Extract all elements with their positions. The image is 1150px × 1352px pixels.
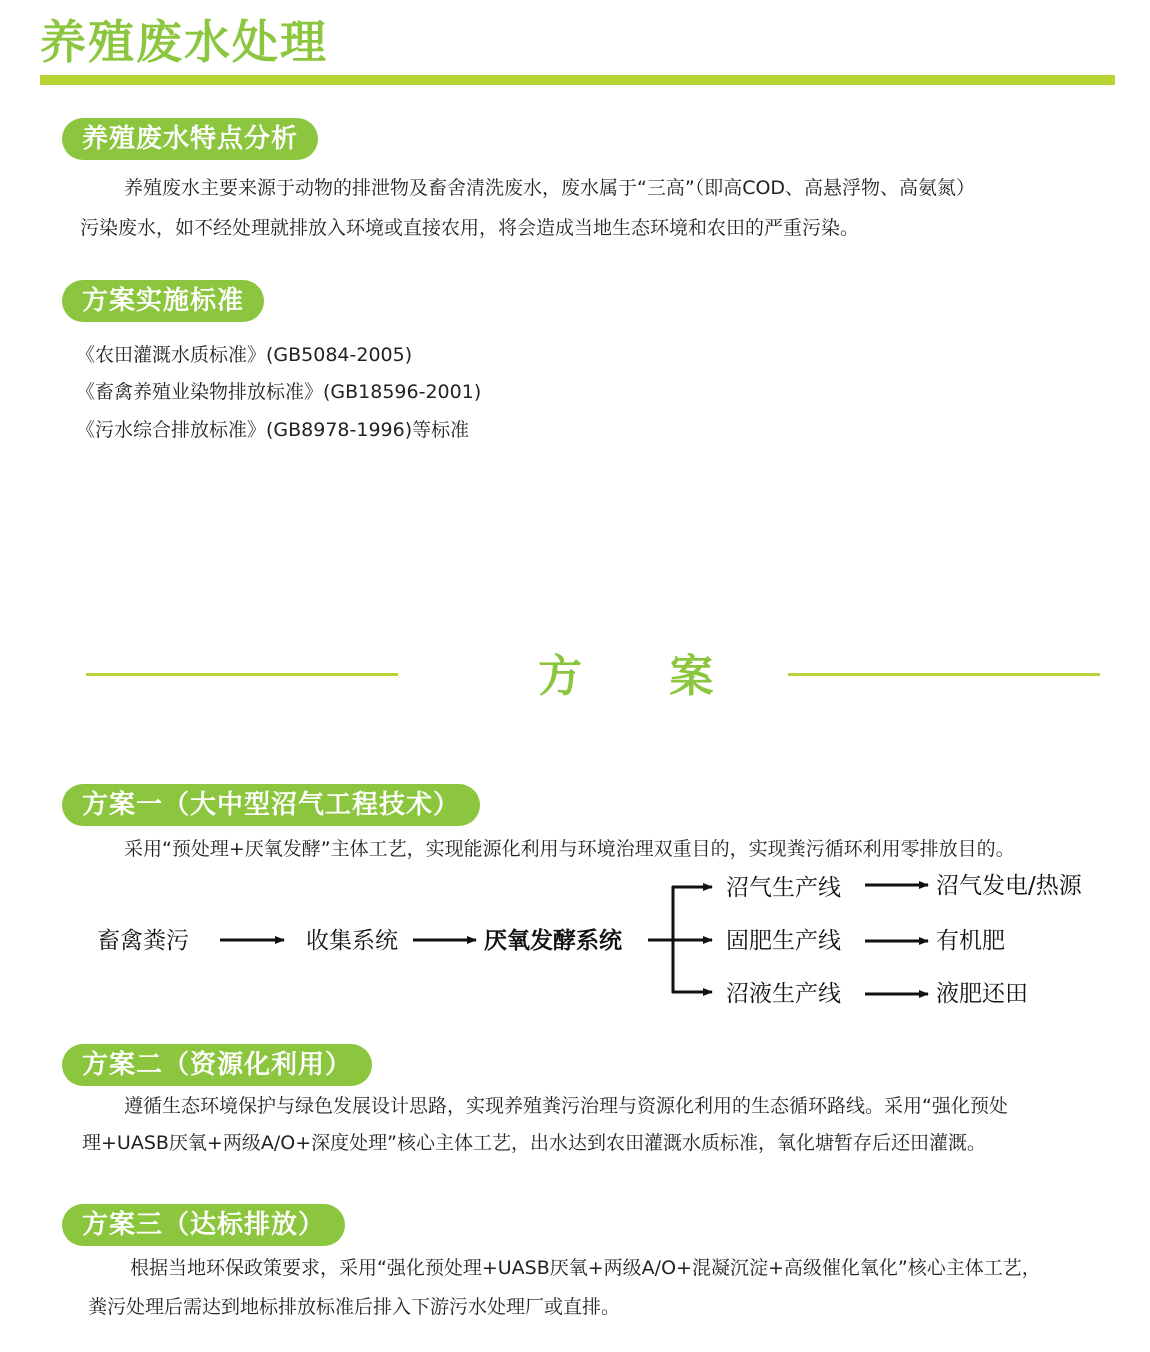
flow-digest: 厌氧发酵系统: [484, 928, 622, 954]
standard-item-1: 《农田灌溉水质标准》(GB5084-2005): [76, 344, 413, 366]
standard-item-3: 《污水综合排放标准》(GB8978-1996)等标准: [76, 419, 470, 441]
plan3-line-1: 根据当地环保政策要求，采用“强化预处理+UASB厌氧+两级A/O+混凝沉淀+高级催化氧化”核心主体工艺，: [130, 1257, 1041, 1279]
flow-output-2: 有机肥: [936, 928, 1005, 954]
flow-output-3: 液肥还田: [936, 981, 1028, 1007]
plan2-heading: 方案二（资源化利用）: [62, 1044, 372, 1086]
section-title: 方 案: [538, 651, 750, 702]
flow-branch-line-3: 沼液生产线: [726, 981, 841, 1007]
characteristics-line-2: 污染废水，如不经处理就排放入环境或直接农用，将会造成当地生态环境和农田的严重污染。: [80, 217, 860, 239]
characteristics-heading: 养殖废水特点分析: [62, 118, 318, 160]
flow-branch-line-2: 固肥生产线: [726, 928, 841, 954]
plan1-description: 采用“预处理+厌氧发酵”主体工艺，实现能源化利用与环境治理双重目的，实现粪污循环利用零排放目的。: [124, 838, 1015, 860]
flow-output-1: 沼气发电/热源: [936, 873, 1082, 899]
page-title: 养殖废水处理: [40, 15, 328, 69]
plan2-line-2: 理+UASB厌氧+两级A/O+深度处理”核心主体工艺，出水达到农田灌溉水质标准，氧化塘暂存后还田灌溉。: [82, 1132, 986, 1154]
plan3-heading: 方案三（达标排放）: [62, 1204, 345, 1246]
standards-heading: 方案实施标准: [62, 280, 264, 322]
characteristics-line-1: 养殖废水主要来源于动物的排泄物及畜舍清洗废水，废水属于“三高”（即高COD、高悬浮物、高氨氮）: [124, 177, 976, 199]
plan3-line-2: 粪污处理后需达到地标排放标准后排入下游污水处理厂或直排。: [88, 1296, 621, 1318]
flow-source: 畜禽粪污: [97, 928, 189, 954]
plan1-heading: 方案一（大中型沼气工程技术）: [62, 784, 480, 826]
standard-item-2: 《畜禽养殖业染物排放标准》(GB18596-2001): [76, 381, 482, 403]
flow-branch-line-1: 沼气生产线: [726, 875, 841, 901]
plan2-line-1: 遵循生态环境保护与绿色发展设计思路，实现养殖粪污治理与资源化利用的生态循环路线。采用“强化预处: [124, 1095, 1008, 1117]
flow-collect: 收集系统: [306, 928, 398, 954]
